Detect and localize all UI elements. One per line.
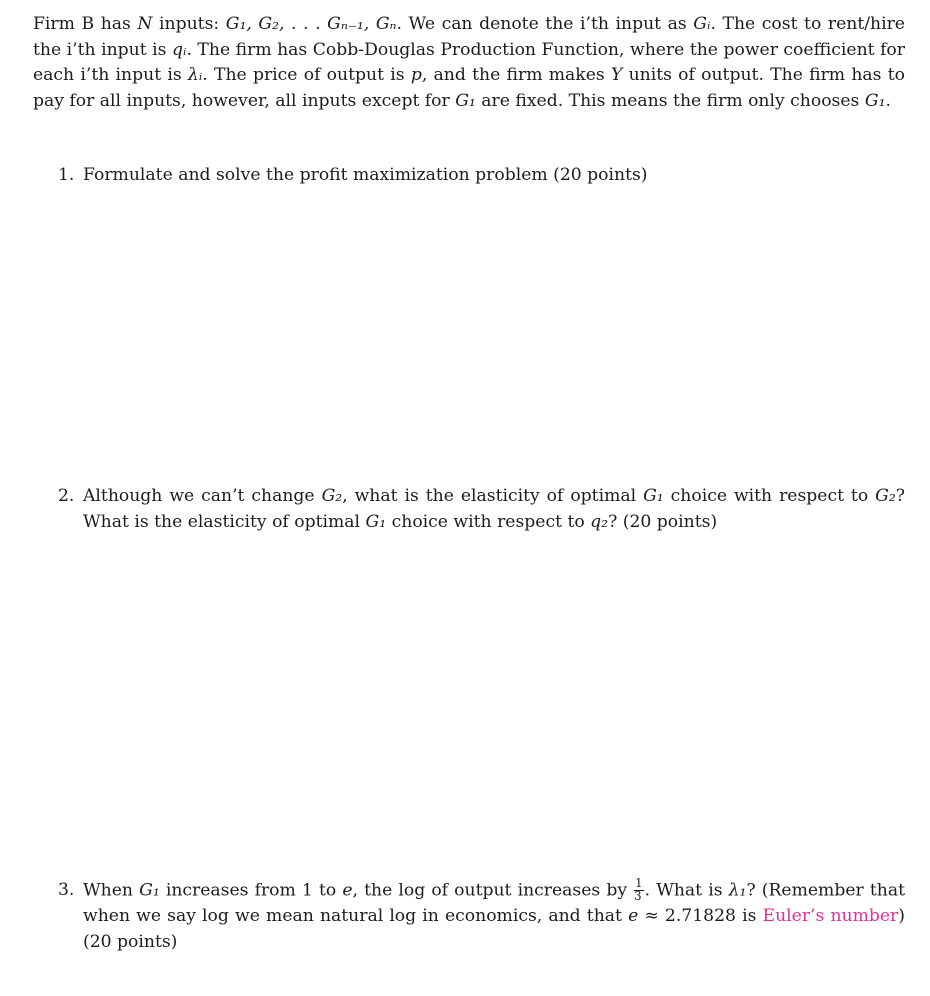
question-text-part: ) (20 points): [83, 906, 905, 952]
math-G-1: G₁: [139, 880, 160, 901]
question-text-part: When: [83, 880, 140, 901]
intro-text: . The cost to rent/hire the i’th input is: [33, 14, 905, 60]
intro-text: inputs:: [152, 14, 226, 34]
question-text-part: , the log of output increases by: [352, 880, 634, 901]
question-text-part: increases from 1 to: [159, 880, 343, 901]
math-G-2: G₂: [321, 486, 343, 506]
question-text-part: choice with respect to: [386, 511, 591, 532]
question-text: [58, 163, 905, 189]
math-e: e: [342, 880, 353, 901]
math-e: e: [628, 906, 639, 927]
math-N: N: [137, 14, 153, 34]
intro-text: Firm B has: [33, 14, 138, 34]
question-3: [58, 878, 905, 955]
question-text-part: Although we can’t change: [83, 486, 322, 506]
question-2: [58, 484, 905, 535]
math-G-1: G₁: [643, 486, 664, 506]
intro-text: units of output. The firm has to pay for all inputs, however, all inputs except for: [33, 65, 905, 111]
question-text: [58, 484, 905, 535]
eulers-number-link[interactable]: Euler’s number: [762, 906, 899, 927]
intro-text: , and the firm makes: [421, 65, 611, 86]
question-text-part: ≈ 2.71828 is: [638, 906, 763, 927]
math-Y: Y: [610, 65, 623, 86]
question-text-part: . What is: [644, 880, 729, 901]
math-G-1: G₁: [455, 90, 476, 111]
math-inputs-list: G₁, G₂, . . . Gₙ₋₁, Gₙ: [225, 14, 397, 34]
math-q-2: q₂: [590, 511, 609, 532]
math-lambda-i: λᵢ: [187, 65, 203, 86]
intro-text: . The price of output is: [202, 65, 411, 86]
question-text-part: choice with respect to: [663, 486, 876, 506]
question-text: [58, 878, 905, 955]
question-text-part: ? What is the elasticity of optimal: [83, 486, 905, 532]
question-number: 1.: [58, 165, 75, 185]
math-G-2: G₂: [875, 486, 896, 506]
question-1: [58, 163, 905, 189]
math-lambda-1: λ₁: [728, 880, 747, 901]
fraction-denominator: 3: [634, 888, 642, 903]
intro-text: . We can denote the i’th input as: [396, 14, 694, 34]
question-number: 3.: [58, 880, 75, 900]
intro-paragraph: [33, 12, 905, 114]
math-G-i: Gᵢ: [693, 14, 711, 34]
math-G-1: G₁: [864, 90, 886, 111]
math-p: p: [410, 65, 422, 86]
fraction-one-third: [634, 878, 643, 902]
math-G-1: G₁: [365, 511, 387, 532]
intro-text: .: [885, 90, 891, 111]
math-q-i: qᵢ: [171, 39, 187, 60]
intro-text: . The firm has Cobb-Douglas Production Function, where the power coefficient for each i’th input is: [33, 39, 905, 86]
question-text-part: Formulate and solve the profit maximization problem (20 points): [83, 165, 648, 185]
question-text-part: ? (Remember that when we say log we mean natural log in economics, and that: [83, 880, 905, 927]
question-number: 2.: [58, 486, 75, 506]
intro-text: are fixed. This means the firm only chooses: [475, 90, 865, 111]
fraction-numerator: 1: [635, 876, 643, 890]
question-text-part: ? (20 points): [608, 511, 718, 532]
question-text-part: , what is the elasticity of optimal: [342, 486, 644, 506]
